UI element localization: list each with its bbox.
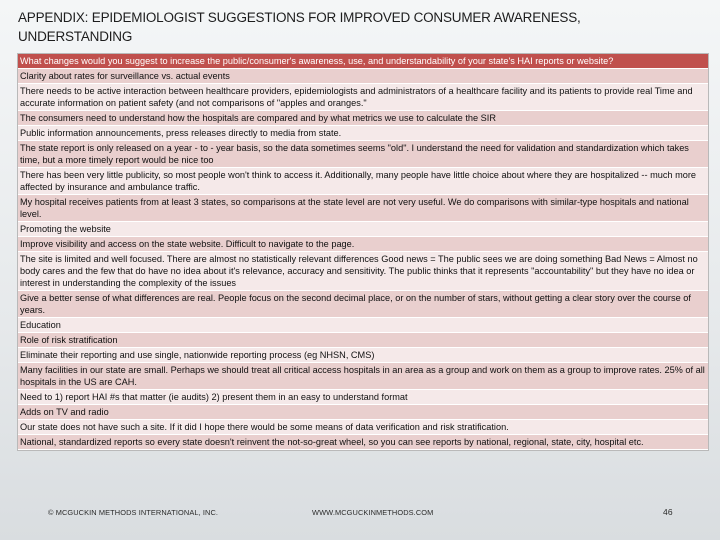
table-row: Clarity about rates for surveillance vs. actual events (18, 69, 708, 84)
table-row: National, standardized reports so every state doesn't reinvent the not-so-great wheel, so you can see reports by national, regional, state, city, hospital etc. (18, 435, 708, 450)
table-row: Promoting the website (18, 222, 708, 237)
page-number: 46 (663, 507, 673, 517)
table-row: Eliminate their reporting and use single, nationwide reporting process (eg NHSN, CMS) (18, 348, 708, 363)
table-row: There has been very little publicity, so most people won't think to access it. Additionally, many people have little choice about where they are hospitalized -- much more affected by insurance and ambulance traffic. (18, 168, 708, 195)
suggestions-table (17, 53, 709, 451)
table-row: Our state does not have such a site. If it did I hope there would be some means of data verification and risk stratification. (18, 420, 708, 435)
table-row: Need to 1) report HAI #s that matter (ie audits) 2) present them in an easy to understand format (18, 390, 708, 405)
table-row: Education (18, 318, 708, 333)
footer-copyright: © MCGUCKIN METHODS INTERNATIONAL, INC. (48, 508, 219, 517)
table-row: My hospital receives patients from at least 3 states, so comparisons at the state level are not very useful. We do comparisons with similar-type hospitals and national level. (18, 195, 708, 222)
table-row: Improve visibility and access on the state website. Difficult to navigate to the page. (18, 237, 708, 252)
slide-footer (0, 506, 720, 520)
table-row: The state report is only released on a year - to - year basis, so the data sometimes seems "old". I understand the need for validation and standardization which takes time, but a more timely report would be nice too (18, 141, 708, 168)
slide-title: APPENDIX: EPIDEMIOLOGIST SUGGESTIONS FOR IMPROVED CONSUMER AWARENESS, UNDERSTANDING (18, 10, 581, 44)
table-row: Public information announcements, press releases directly to media from state. (18, 126, 708, 141)
table-row: Many facilities in our state are small. Perhaps we should treat all critical access hospitals in an area as a group and work on them as a group to improve rates. 25% of all hospitals in the US are CAH. (18, 363, 708, 390)
table-row: The site is limited and well focused. There are almost no statistically relevant differences Good news = The public sees we are doing something Bad News = Almost no body cares and the few that do have no idea about it's relevance, accuracy and sensitivity. The public thinks that it represents "accountability" but they have no idea or interest in understanding the complexity of the issues (18, 252, 708, 291)
table-row: The consumers need to understand how the hospitals are compared and by what metrics we use to calculate the SIR (18, 111, 708, 126)
footer-website-link[interactable]: WWW.MCGUCKINMETHODS.COM (312, 508, 434, 517)
table-header: What changes would you suggest to increase the public/consumer's awareness, use, and understandability of your state's HAI reports or website? (18, 54, 708, 69)
table-row: Adds on TV and radio (18, 405, 708, 420)
table-row: There needs to be active interaction between healthcare providers, epidemiologists and administrators of a healthcare facility and its patients to provide real Time and accurate information on patient safety (and not comparisons of "apples and oranges." (18, 84, 708, 111)
table-row: Give a better sense of what differences are real. People focus on the second decimal place, or on the number of stars, without getting a clear story over the course of years. (18, 291, 708, 318)
table-row: Role of risk stratification (18, 333, 708, 348)
